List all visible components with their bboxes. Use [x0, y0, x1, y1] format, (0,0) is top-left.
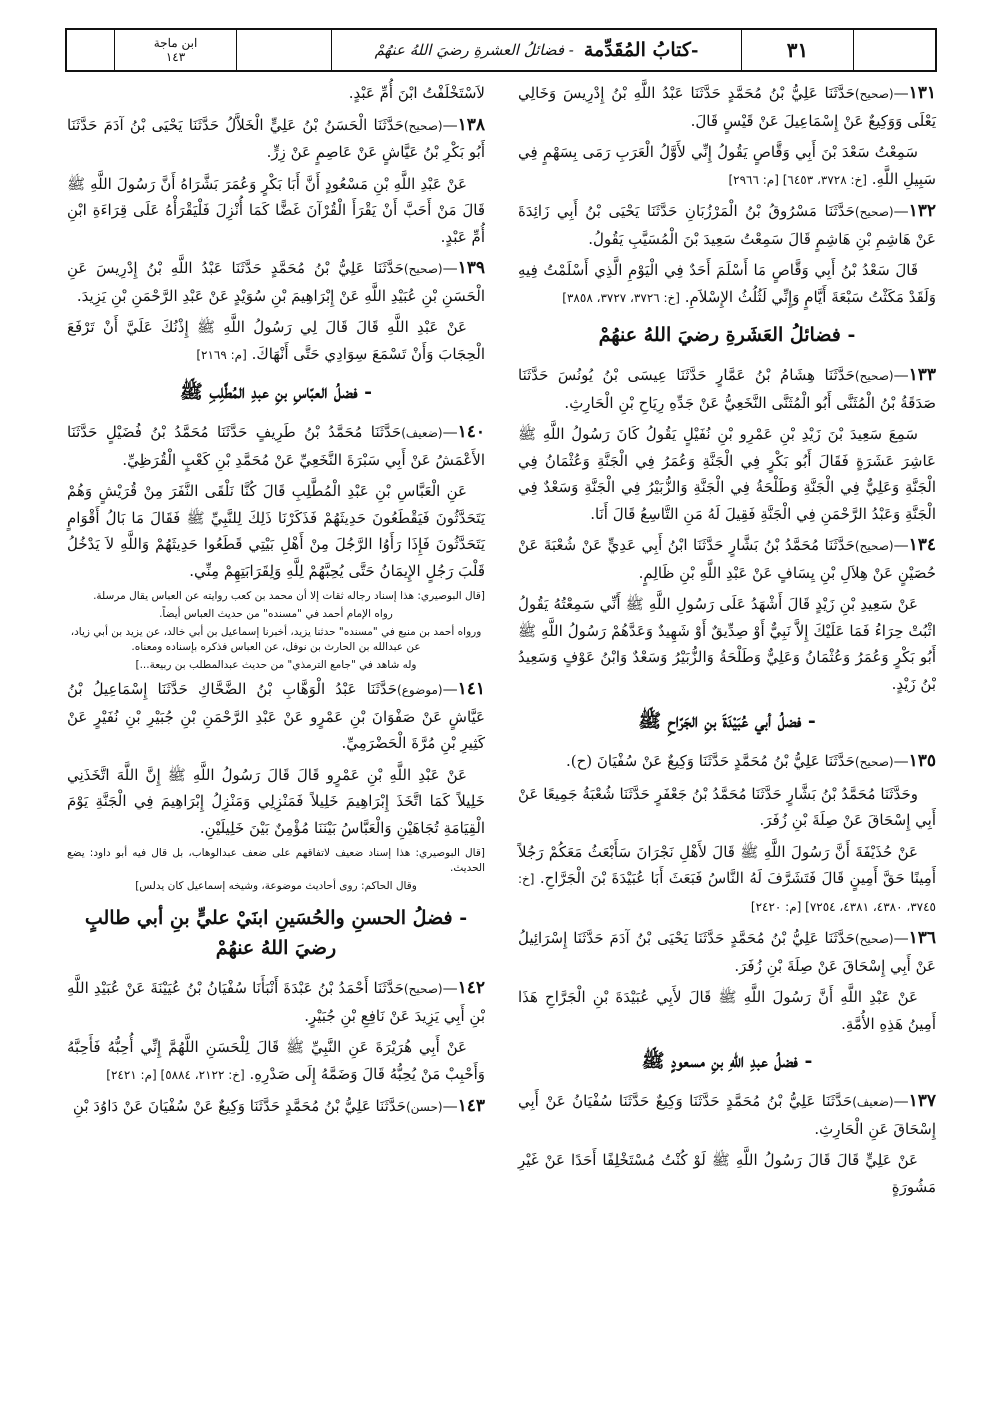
hadith-paragraph: ١٣٣—(صحيح)حَدَّثَنَا هِشَامُ بْنُ عَمَّارٍ حَدَّثَنَا عِيسَى بْنُ يُونُسَ حَدَّثَنَا صَدَقَةُ بْنُ الْمُثَنَّى أَبُو الْمُثَنَّى النَّخَعِيُّ عَنْ جَدِّهِ رِيَاحِ بْنِ الْحَارِثِ.	[518, 365, 936, 412]
hadith-matn: عَنْ عَبْدِ اللَّهِ أَنَّ رَسُولَ اللَّهِ ﷺ قَالَ لأَبِي عُبَيْدَةَ بْنِ الْجَرَّاحِ هَذَا أَمِينُ هَذِهِ الأُمَّةِ.	[518, 988, 936, 1033]
book-reference-cell	[115, 30, 237, 70]
section-heading: - فضلُ أبي عُبَيْدَةَ بنِ الجَرّاحِ ﷺ	[638, 710, 816, 732]
hadith-text	[518, 1147, 936, 1200]
hadith-number: ١٤١	[457, 679, 485, 699]
header-title-cell: - كتابُ المُقَدِّمة - فضائلُ العشرةِ رضيَ اللهُ عنهُمْ	[332, 30, 742, 70]
hadith-number: ١٤٢	[457, 978, 485, 998]
hadith-matn: لاَسْتَخْلَفْتُ ابْنَ أُمِّ عَبْدٍ.	[348, 84, 485, 102]
hadith-matn: سَمِعْتُ سَعْدَ بْنَ أَبِي وَقَّاصٍ يَقُولُ إِنِّي لأَوَّلُ الْعَرَبِ رَمَى بِسَهْمٍ فِي سَبِيلِ اللَّهِ.	[518, 143, 936, 188]
hadith-paragraph: ١٣٩—(صحيح)حَدَّثَنَا عَلِيُّ بْنُ مُحَمَّدٍ حَدَّثَنَا عَبْدُ اللَّهِ بْنُ إِدْرِيسَ عَنِ الْحَسَنِ بْنِ عُبَيْدِ اللَّهِ عَنْ إِبْرَاهِيمَ بْنِ سُوَيْدٍ عَنْ عَبْدِ الرَّحْمَنِ بْنِ يَزِيدَ.	[67, 258, 485, 305]
hadith-number: ١٣٩	[457, 258, 485, 278]
hadith-isnad: حَدَّثَنَا أَحْمَدُ بْنُ عَبْدَةَ أَنْبَأَنَا سُفْيَانُ بْنُ عُيَيْنَةَ عَنْ عُبَيْدِ اللَّهِ بْنِ أَبِي يَزِيدَ عَنْ نَافِعِ بْنِ جُبَيْرٍ.	[67, 979, 485, 1025]
hadith-reference: [خ: ٣٧٢٨، ٦٤٥٣] [م: ٢٩٦٦]	[728, 172, 867, 187]
right-column	[518, 80, 936, 1205]
hadith-paragraph: ١٣٦—(صحيح)حَدَّثَنَا عَلِيُّ بْنُ مُحَمَّدٍ حَدَّثَنَا يَحْيَى بْنُ آدَمَ حَدَّثَنَا إِسْرَائِيلُ عَنْ أَبِي إِسْحَاقَ عَنْ صِلَةَ بْنِ زُفَرَ.	[518, 928, 936, 975]
page-header	[65, 28, 937, 72]
hadith-number: ١٣٥	[908, 751, 936, 771]
hadith-matn: عَنْ عَلِيٍّ قَالَ قَالَ رَسُولُ اللَّهِ ﷺ لَوْ كُنْتُ مُسْتَخْلِفًا أَحَدًا عَنْ غَيْرِ مَشُورَةٍ	[518, 1151, 936, 1196]
hadith-matn: قَالَ سَعْدُ بْنُ أَبِي وَقَّاصٍ مَا أَسْلَمَ أَحَدٌ فِي الْيَوْمِ الَّذِي أَسْلَمْتُ فِيهِ وَلَقَدْ مَكَثْتُ سَبْعَةَ أَيَّامٍ وَإِنِّي لَثُلُثُ الإِسْلاَمِ.	[518, 261, 936, 306]
hadith-grade: (موضوع)	[397, 683, 443, 697]
hadith-number: ١٣٣	[908, 365, 936, 385]
hadith-number: ١٣٤	[908, 535, 936, 555]
hadith-grade: (صحيح)	[403, 262, 443, 276]
hadith-text	[518, 421, 936, 527]
hadith-isnad: حَدَّثَنَا مُحَمَّدُ بْنُ بَشَّارٍ حَدَّثَنَا ابْنُ أَبِي عَدِيٍّ عَنْ شُعْبَةَ عَنْ حُصَيْنٍ عَنْ هِلاَلِ بْنِ يِسَافٍ عَنْ عَبْدِ اللَّهِ بْنِ ظَالِمٍ.	[518, 536, 936, 582]
hadith-isnad: حَدَّثَنَا عَلِيُّ بْنُ مُحَمَّدٍ حَدَّثَنَا وَكِيعٌ حَدَّثَنَا سُفْيَانُ عَنْ أَبِي إِسْحَاقَ عَنِ الْحَارِثِ.	[518, 1092, 936, 1138]
hadith-isnad: حَدَّثَنَا عَلِيُّ بْنُ مُحَمَّدٍ حَدَّثَنَا عَبْدُ اللَّهِ بْنُ إِدْرِيسَ عَنِ الْحَسَنِ بْنِ عُبَيْدِ اللَّهِ عَنْ إِبْرَاهِيمَ بْنِ سُوَيْدٍ عَنْ عَبْدِ الرَّحْمَنِ بْنِ يَزِيدَ.	[67, 259, 485, 305]
hadith-matn: عَنْ حُذَيْفَةَ أَنَّ رَسُولَ اللَّهِ ﷺ قَالَ لأَهْلِ نَجْرَانَ سَأَبْعَثُ مَعَكُمْ رَجُلاً أَمِينًا حَقَّ أَمِينٍ قَالَ فَتَشَرَّفَ لَهُ النَّاسُ فَبَعَثَ أَبَا عُبَيْدَةَ بْنَ الْجَرَّاحِ.	[518, 842, 936, 887]
hadith-matn: عَنْ عَبْدِ اللَّهِ قَالَ قَالَ لِي رَسُولُ اللَّهِ ﷺ إِذْنُكَ عَلَيَّ أَنْ تَرْفَعَ الْحِجَابَ وَأَنْ تَسْمَعَ سِوَادِي حَتَّى أَنْهَاكَ.	[67, 318, 485, 363]
hadith-grade: (صحيح)	[854, 539, 894, 553]
hadith-isnad: حَدَّثَنَا عَبْدُ الْوَهَّابِ بْنُ الضَّحَّاكِ حَدَّثَنَا إِسْمَاعِيلُ بْنُ عَيَّاشٍ عَنْ صَفْوَانَ بْنِ عَمْرٍو عَنْ عَبْدِ الرَّحْمَنِ بْنِ جُبَيْرِ بْنِ نُفَيْرٍ عَنْ كَثِيرِ بْنِ مُرَّةَ الْحَضْرَمِيِّ.	[67, 680, 485, 752]
hadith-isnad: حَدَّثَنَا عَلِيُّ بْنُ مُحَمَّدٍ حَدَّثَنَا وَكِيعٌ عَنْ سُفْيَانَ عَنْ دَاوُدَ بْنِ	[72, 1097, 406, 1115]
footnote: رواه الإمام أحمد في "مسنده" من حديث العباس أيضاً.	[159, 608, 393, 620]
hadith-paragraph: ١٣٧—(ضعيف)حَدَّثَنَا عَلِيُّ بْنُ مُحَمَّدٍ حَدَّثَنَا وَكِيعٌ حَدَّثَنَا سُفْيَانُ عَنْ أَبِي إِسْحَاقَ عَنِ الْحَارِثِ.	[518, 1091, 936, 1138]
hadith-text	[518, 781, 936, 834]
footnote: وله شاهد في "جامع الترمذي" من حديث عبدالمطلب بن ربيعة...]	[135, 659, 417, 671]
hadith-isnad: حَدَّثَنَا عَلِيُّ بْنُ مُحَمَّدٍ حَدَّثَنَا عَبْدُ اللَّهِ بْنُ إِدْرِيسَ وَخَالِي يَعْلَى وَوَكِيعٌ عَنْ إِسْمَاعِيلَ عَنْ قَيْسٍ قَالَ.	[518, 84, 936, 130]
footnote: [قال البوصيري: هذا إسناد ضعيف لاتفاقهم على ضعف عبدالوهاب، بل قال فيه أبو داود: يضع الحديث.	[67, 847, 485, 874]
footnote: وقال الحاكم: روى أحاديث موضوعة، وشيخه إسماعيل كان يدلس]	[135, 880, 417, 892]
hadith-isnad: حَدَّثَنَا الْحَسَنُ بْنُ عَلِيٍّ الْخَلاَّلُ حَدَّثَنَا يَحْيَى بْنُ آدَمَ حَدَّثَنَا أَبُو بَكْرِ بْنُ عَيَّاشٍ عَنْ عَاصِمٍ عَنْ زِرٍّ.	[67, 115, 485, 161]
hadith-grade: (صحيح)	[854, 205, 894, 219]
hadith-reference: [خ: ٣٧٢٦، ٣٧٢٧، ٣٨٥٨]	[562, 290, 680, 305]
hadith-grade: (صحيح)	[403, 982, 443, 996]
hadith-grade: (ضعيف)	[852, 1095, 894, 1109]
hadith-isnad: حَدَّثَنَا عَلِيُّ بْنُ مُحَمَّدٍ حَدَّثَنَا يَحْيَى بْنُ آدَمَ حَدَّثَنَا إِسْرَائِيلُ عَنْ أَبِي إِسْحَاقَ عَنْ صِلَةَ بْنِ زُفَرَ.	[518, 929, 936, 975]
hadith-isnad: حَدَّثَنَا هِشَامُ بْنُ عَمَّارٍ حَدَّثَنَا عِيسَى بْنُ يُونُسَ حَدَّثَنَا صَدَقَةُ بْنُ الْمُثَنَّى أَبُو الْمُثَنَّى النَّخَعِيُّ عَنْ جَدِّهِ رِيَاحِ بْنِ الْحَارِثِ.	[518, 366, 936, 412]
section-heading: - فضلُ عبدِ اللهِ بنِ مسعودٍ ﷺ	[641, 1050, 813, 1072]
header-blank-cell	[237, 30, 332, 70]
hadith-text	[67, 478, 485, 584]
hadith-grade: (صحيح)	[403, 118, 443, 133]
hadith-paragraph: ١٣٥—(صحيح)حَدَّثَنَا عَلِيُّ بْنُ مُحَمَّدٍ حَدَّثَنَا وَكِيعٌ عَنْ سُفْيَانَ (ح).	[565, 751, 936, 771]
footnote: [قال البوصيري: هذا إسناد رجاله ثقات إلا أن محمد بن كعب روايته عن العباس يقال مرسلة.	[93, 590, 485, 602]
hadith-number: ١٣٦	[908, 928, 936, 948]
book-page: ١٤٣	[165, 50, 186, 64]
hadith-text	[67, 762, 485, 842]
hadith-isnad: حَدَّثَنَا مَسْرُوقُ بْنُ الْمَرْزُبَانِ حَدَّثَنَا يَحْيَى بْنُ أَبِي زَائِدَةَ عَنْ هَاشِمِ بْنِ هَاشِمٍ قَالَ سَمِعْتُ سَعِيدَ بْنَ الْمُسَيَّبِ يَقُولُ.	[518, 202, 936, 248]
hadith-matn: عَنْ أَبِي هُرَيْرَةَ عَنِ النَّبِيِّ ﷺ قَالَ لِلْحَسَنِ اللَّهُمَّ إِنِّي أُحِبُّهُ فَأَحِبَّهُ وَأَحْبِبْ مَنْ يُحِبُّهُ قَالَ وَضَمَّهُ إِلَى صَدْرِهِ.	[67, 1038, 485, 1083]
section-heading: - فضلُ الحسنِ والحُسَينِ ابنَيْ عليٍّ بنِ أبي طالبٍ رضيَ اللهُ عنهُمْ	[84, 907, 468, 959]
hadith-grade: (صحيح)	[854, 932, 894, 946]
hadith-text	[518, 839, 936, 921]
page-number: ٣١	[742, 30, 854, 70]
hadith-matn: سَمِعَ سَعِيدَ بْنَ زَيْدِ بْنِ عَمْرِو بْنِ نُفَيْلٍ يَقُولُ كَانَ رَسُولُ اللَّهِ ﷺ عَاشِرَ عَشَرَةٍ فَقَالَ أَبُو بَكْرٍ فِي الْجَنَّةِ وَعُمَرُ فِي الْجَنَّةِ وَعُثْمَانُ فِي الْجَنَّةِ وَعَلِيٌّ فِي الْجَنَّةِ وَطَلْحَةُ فِي الْجَنَّةِ وَالزُّبَيْرُ فِي الْجَنَّةِ وَسَعْدٌ فِي الْجَنَّةِ وَعَبْدُ الرَّحْمَنِ فِي الْجَنَّةِ فَقِيلَ لَهُ مَنِ التَّاسِعُ قَالَ أَنَا.	[518, 425, 936, 523]
hadith-text	[518, 591, 936, 697]
hadith-paragraph: ١٤١—(موضوع)حَدَّثَنَا عَبْدُ الْوَهَّابِ بْنُ الضَّحَّاكِ حَدَّثَنَا إِسْمَاعِيلُ بْنُ عَيَّاشٍ عَنْ صَفْوَانَ بْنِ عَمْرٍو عَنْ عَبْدِ الرَّحْمَنِ بْنِ جُبَيْرِ بْنِ نُفَيْرٍ عَنْ كَثِيرِ بْنِ مُرَّةَ الْحَضْرَمِيِّ.	[67, 679, 485, 752]
hadith-number: ١٤٠	[457, 422, 485, 442]
hadith-matn: وحَدَّثَنَا مُحَمَّدُ بْنُ بَشَّارٍ حَدَّثَنَا مُحَمَّدُ بْنُ جَعْفَرٍ حَدَّثَنَا شُعْبَةُ جَمِيعًا عَنْ أَبِي إِسْحَاقَ عَنْ صِلَةَ بْنِ زُفَرَ.	[518, 784, 936, 829]
hadith-text	[518, 257, 936, 311]
section-title: فضائلُ العشرةِ رضيَ اللهُ عنهُمْ	[374, 41, 565, 59]
hadith-number: ١٣٨	[457, 114, 485, 135]
hadith-number: ١٣٧	[908, 1091, 936, 1111]
hadith-text	[518, 139, 936, 193]
book-label: ابن ماجة	[153, 36, 198, 50]
hadith-matn: عَنْ عَبْدِ اللَّهِ بْنِ مَسْعُودٍ أَنَّ أَبَا بَكْرٍ وَعُمَرَ بَشَّرَاهُ أَنَّ رَسُولَ اللَّهِ ﷺ قَالَ مَنْ أَحَبَّ أَنْ يَقْرَأَ الْقُرْآنَ غَضًّا كَمَا أُنْزِلَ فَلْيَقْرَأْهُ عَلَى قِرَاءَةِ ابْنِ أُمِّ عَبْدٍ.	[67, 174, 485, 246]
hadith-matn: عَنْ سَعِيدِ بْنِ زَيْدٍ قَالَ أَشْهَدُ عَلَى رَسُولِ اللَّهِ ﷺ أَنِّي سَمِعْتُهُ يَقُولُ اثْبُتْ حِرَاءُ فَمَا عَلَيْكَ إِلاَّ نَبِيٌّ أَوْ صِدِّيقٌ أَوْ شَهِيدٌ وَعَدَّهُمْ رَسُولُ اللَّهِ ﷺ أَبُو بَكْرٍ وَعُمَرُ وَعُثْمَانُ وَعَلِيٌّ وَطَلْحَةُ وَالزُّبَيْرُ وَسَعْدٌ وَابْنُ عَوْفٍ وَسَعِيدُ بْنُ زَيْدٍ.	[518, 595, 936, 693]
hadith-isnad: حَدَّثَنَا عَلِيُّ بْنُ مُحَمَّدٍ حَدَّثَنَا وَكِيعٌ عَنْ سُفْيَانَ (ح).	[565, 752, 855, 770]
hadith-number: ١٣٢	[908, 201, 936, 221]
hadith-matn: عَنِ الْعَبَّاسِ بْنِ عَبْدِ الْمُطَّلِبِ قَالَ كُنَّا نَلْقَى النَّفَرَ مِنْ قُرَيْشٍ وَهُمْ يَتَحَدَّثُونَ فَيَقْطَعُونَ حَدِيثَهُمْ فَذَكَرْنَا ذَلِكَ لِلنَّبِيِّ ﷺ فَقَالَ مَا بَالُ أَقْوَامٍ يَتَحَدَّثُونَ فَإِذَا رَأَوُا الرَّجُلَ مِنْ أَهْلِ بَيْتِي قَطَعُوا حَدِيثَهُمْ وَاللَّهِ لاَ يَدْخُلُ قَلْبَ رَجُلٍ الإِيمَانُ حَتَّى يُحِبَّهُمْ لِلَّهِ وَلِقَرَابَتِهِمْ مِنِّي.	[67, 482, 485, 580]
chapter-title: كتابُ المُقَدِّمة	[583, 39, 691, 61]
header-blank-cell	[67, 30, 115, 70]
hadith-grade: (صحيح)	[854, 369, 894, 383]
hadith-paragraph: ١٣٢—(صحيح)حَدَّثَنَا مَسْرُوقُ بْنُ الْمَرْزُبَانِ حَدَّثَنَا يَحْيَى بْنُ أَبِي زَائِدَةَ عَنْ هَاشِمِ بْنِ هَاشِمٍ قَالَ سَمِعْتُ سَعِيدَ بْنَ الْمُسَيَّبِ يَقُولُ.	[518, 201, 936, 248]
hadith-isnad: حَدَّثَنَا مُحَمَّدُ بْنُ طَرِيفٍ حَدَّثَنَا مُحَمَّدُ بْنُ فُضَيْلٍ حَدَّثَنَا الأَعْمَشُ عَنْ أَبِي سَبْرَةَ النَّخَعِيِّ عَنْ مُحَمَّدِ بْنِ كَعْبٍ الْقُرَظِيِّ.	[67, 423, 485, 469]
header-blank-cell	[854, 30, 935, 70]
hadith-reference: [م: ٢١٦٩]	[196, 347, 247, 362]
hadith-text	[67, 171, 485, 251]
hadith-grade: (صحيح)	[854, 87, 894, 101]
hadith-grade: (صحيح)	[854, 755, 894, 769]
left-column	[67, 80, 485, 1126]
hadith-text	[67, 314, 485, 368]
hadith-reference: [خ: ٣٧٤٥، ٤٣٨٠، ٤٣٨١، ٧٢٥٤] [م: ٢٤٢٠]	[518, 872, 936, 914]
hadith-text	[67, 80, 485, 107]
hadith-matn: عَنْ عَبْدِ اللَّهِ بْنِ عَمْرٍو قَالَ قَالَ رَسُولُ اللَّهِ ﷺ إِنَّ اللَّهَ اتَّخَذَنِي خَلِيلاً كَمَا اتَّخَذَ إِبْرَاهِيمَ خَلِيلاً فَمَنْزِلِي وَمَنْزِلُ إِبْرَاهِيمَ فِي الْجَنَّةِ يَوْمَ الْقِيَامَةِ تُجَاهَيْنِ وَالْعَبَّاسُ بَيْنَنَا مُؤْمِنٌ بَيْنَ خَلِيلَيْنِ.	[67, 765, 485, 837]
footnote: ورواه أحمد بن منيع في "مسنده" حدثنا يزيد، أخبرنا إسماعيل بن أبي خالد، عن يزيد بن أبي زياد، عن عبدالله بن الحارث بن نوفل، عن العباس فذكره بإسناده ومعناه.	[70, 626, 482, 653]
hadith-number: ١٤٣	[457, 1096, 485, 1116]
hadith-number: ١٣١	[908, 83, 936, 103]
section-heading: - فضلُ العبّاسِ بنِ عبدِ المُطَّلِبِ ﷺ	[179, 381, 373, 403]
hadith-text	[518, 984, 936, 1037]
hadith-grade: (ضعيف)	[401, 426, 443, 440]
hadith-paragraph: ١٤٣—(حسن)حَدَّثَنَا عَلِيُّ بْنُ مُحَمَّدٍ حَدَّثَنَا وَكِيعٌ عَنْ سُفْيَانَ عَنْ دَاوُدَ بْنِ	[72, 1096, 485, 1116]
hadith-reference: [خ: ٢١٢٢، ٥٨٨٤] [م: ٢٤٢١]	[106, 1067, 245, 1082]
hadith-paragraph: ١٤٢—(صحيح)حَدَّثَنَا أَحْمَدُ بْنُ عَبْدَةَ أَنْبَأَنَا سُفْيَانُ بْنُ عُيَيْنَةَ عَنْ عُبَيْدِ اللَّهِ بْنِ أَبِي يَزِيدَ عَنْ نَافِعِ بْنِ جُبَيْرٍ.	[67, 978, 485, 1025]
hadith-text	[67, 1034, 485, 1088]
hadith-paragraph: ١٣٤—(صحيح)حَدَّثَنَا مُحَمَّدُ بْنُ بَشَّارٍ حَدَّثَنَا ابْنُ أَبِي عَدِيٍّ عَنْ شُعْبَةَ عَنْ حُصَيْنٍ عَنْ هِلاَلِ بْنِ يِسَافٍ عَنْ عَبْدِ اللَّهِ بْنِ ظَالِمٍ.	[518, 535, 936, 582]
hadith-paragraph: ١٣٨—(صحيح)حَدَّثَنَا الْحَسَنُ بْنُ عَلِيٍّ الْخَلاَّلُ حَدَّثَنَا يَحْيَى بْنُ آدَمَ حَدَّثَنَا أَبُو بَكْرِ بْنُ عَيَّاشٍ عَنْ عَاصِمٍ عَنْ زِرٍّ.	[67, 114, 485, 161]
section-heading: - فضائلُ العَشَرةِ رضيَ اللهُ عنهُمْ	[598, 324, 856, 346]
hadith-paragraph: ١٣١—(صحيح)حَدَّثَنَا عَلِيُّ بْنُ مُحَمَّدٍ حَدَّثَنَا عَبْدُ اللَّهِ بْنُ إِدْرِيسَ وَخَالِي يَعْلَى وَوَكِيعٌ عَنْ إِسْمَاعِيلَ عَنْ قَيْسٍ قَالَ.	[518, 83, 936, 130]
hadith-grade: (حسن)	[405, 1100, 443, 1114]
hadith-paragraph: ١٤٠—(ضعيف)حَدَّثَنَا مُحَمَّدُ بْنُ طَرِيفٍ حَدَّثَنَا مُحَمَّدُ بْنُ فُضَيْلٍ حَدَّثَنَا الأَعْمَشُ عَنْ أَبِي سَبْرَةَ النَّخَعِيِّ عَنْ مُحَمَّدِ بْنِ كَعْبٍ الْقُرَظِيِّ.	[67, 422, 485, 469]
